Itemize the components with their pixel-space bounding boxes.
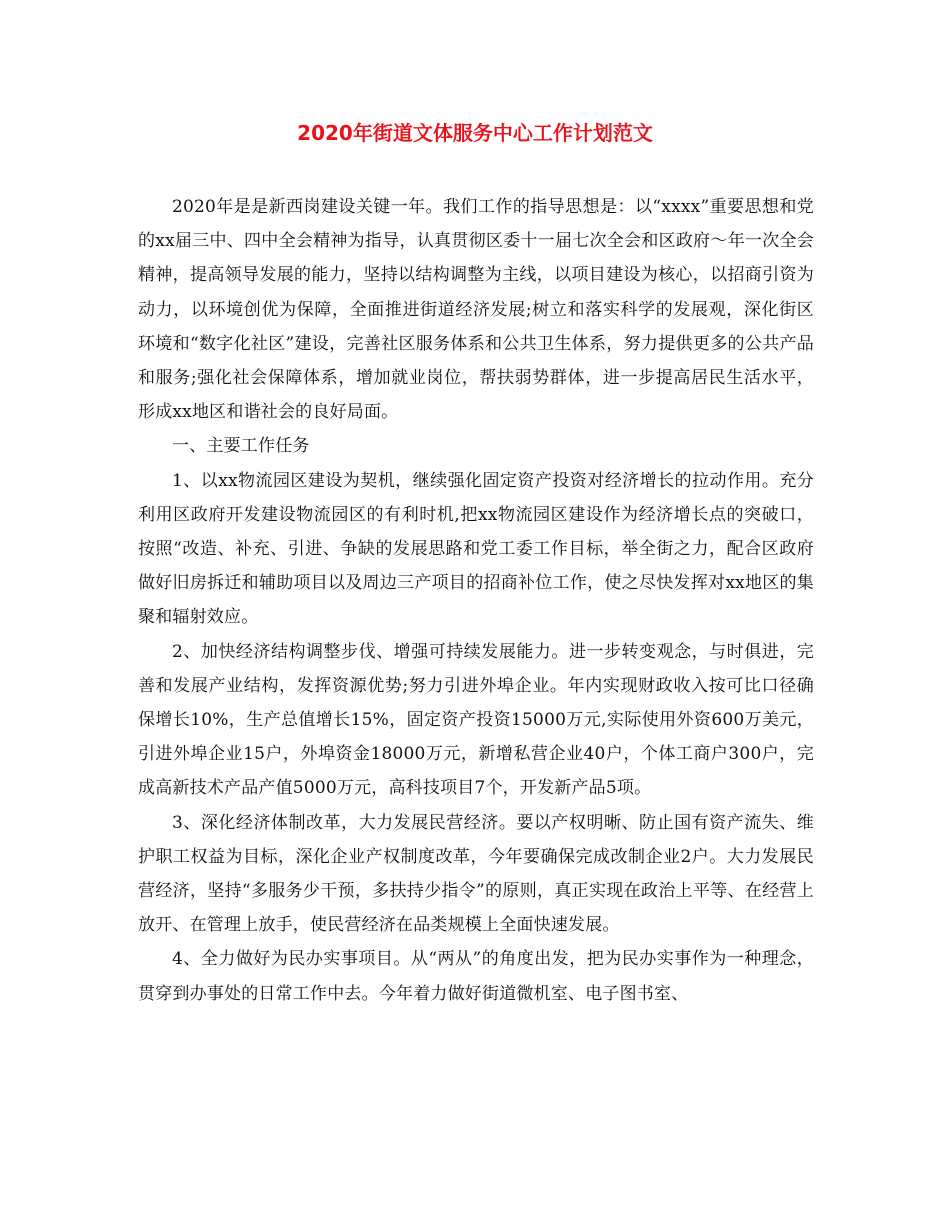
paragraph-task-3: 3、深化经济体制改革，大力发展民营经济。要以产权明晰、防止国有资产流失、维护职工权益为目标，深化企业产权制度改革，今年要确保完成改制企业2户。大力发展民营经济，坚持“多服务少干预，多扶持少指令”的原则，真正实现在政治上平等、在经营上放开、在管理上放手，使民营经济在品类规模上全面快速发展。 (138, 812, 814, 936)
section-heading: 一、主要工作任务 (172, 436, 310, 457)
document-body (138, 190, 814, 1011)
paragraph-task-1: 1、以xx物流园区建设为契机，继续强化固定资产投资对经济增长的拉动作用。充分利用区政府开发建设物流园区的有利时机,把xx物流园区建设作为经济增长点的突破口，按照“改造、补充、引进、争缺的发展思路和党工委工作目标，举全街之力，配合区政府做好旧房拆迁和辅助项目以及周边三产项目的招商补位工作，使之尽快发挥对xx地区的集聚和辐射效应。 (138, 470, 814, 628)
document-title: 2020年街道文体服务中心工作计划范文 (297, 121, 653, 145)
paragraph-task-2: 2、加快经济结构调整步伐、增强可持续发展能力。进一步转变观念，与时俱进，完善和发展产业结构，发挥资源优势;努力引进外埠企业。年内实现财政收入按可比口径确保增长10%，生产总值增长15%，固定资产投资15000万元,实际使用外资600万美元，引进外埠企业15户，外埠资金18000万元，新增私营企业40户，个体工商户300户，完成高新技术产品产值5000万元，高科技项目7个，开发新产品5项。 (138, 641, 814, 799)
paragraph-task-4: 4、全力做好为民办实事项目。从“两从”的角度出发，把为民办实事作为一种理念，贯穿到办事处的日常工作中去。今年着力做好街道微机室、电子图书室、 (138, 949, 814, 1004)
paragraph-intro: 2020年是是新西岗建设关键一年。我们工作的指导思想是：以“xxxx”重要思想和党的xx届三中、四中全会精神为指导，认真贯彻区委十一届七次全会和区政府～年一次全会精神，提高领导发展的能力，坚持以结构调整为主线，以项目建设为核心，以招商引资为动力，以环境创优为保障，全面推进街道经济发展;树立和落实科学的发展观，深化街区环境和“数字化社区”建设，完善社区服务体系和公共卫生体系，努力提供更多的公共产品和服务;强化社会保障体系，增加就业岗位，帮扶弱势群体，进一步提高居民生活水平，形成xx地区和谐社会的良好局面。 (138, 197, 814, 423)
